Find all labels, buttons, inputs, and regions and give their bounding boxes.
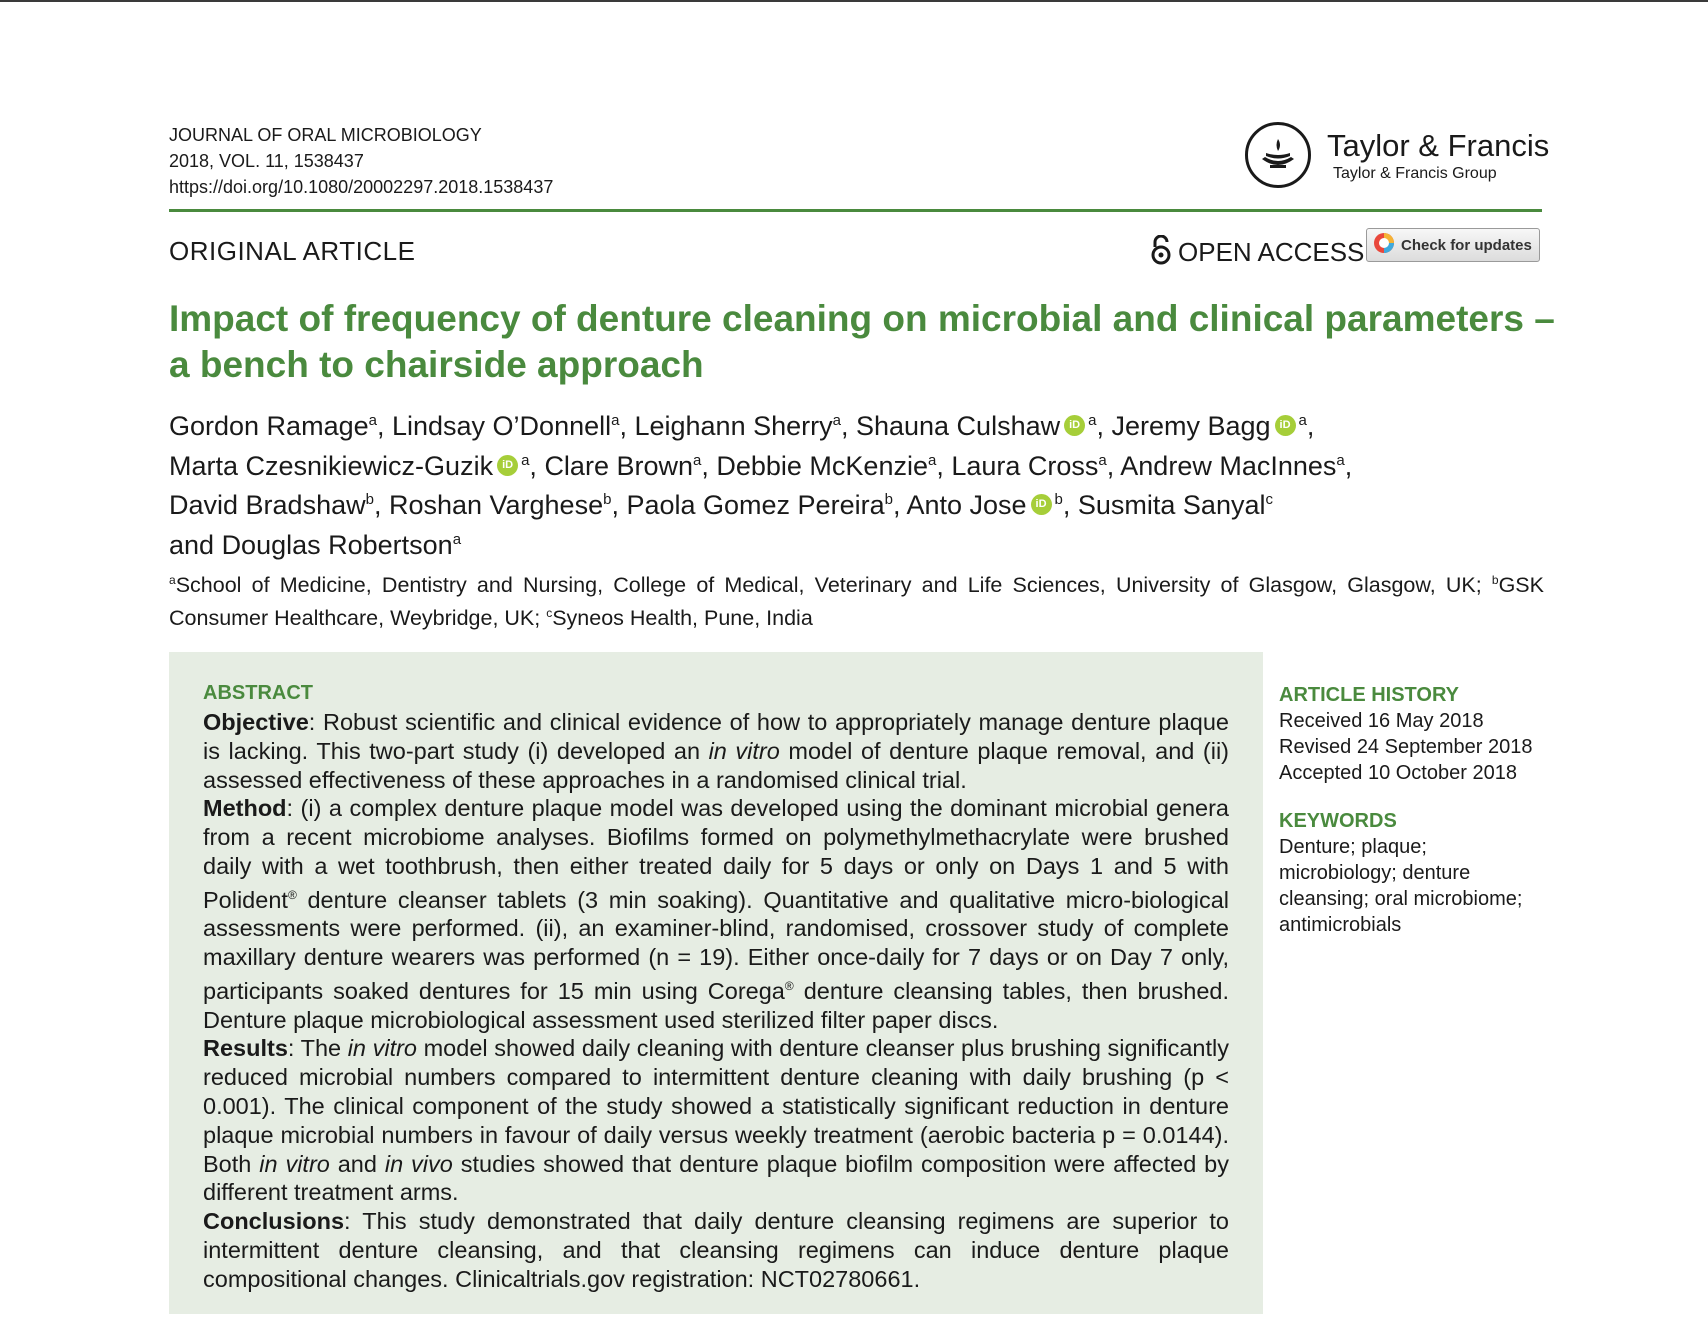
received-date: Received 16 May 2018	[1279, 710, 1484, 732]
header-divider	[169, 209, 1542, 212]
authors-and: and	[169, 529, 222, 560]
objective-label: Objective	[203, 709, 309, 735]
check-for-updates-button[interactable]	[1366, 228, 1540, 262]
check-for-updates-label: Check for updates	[1401, 236, 1532, 254]
keywords	[1279, 808, 1544, 938]
author-name[interactable]: Clare Brown	[544, 450, 693, 481]
author-affiliation-mark: a	[1098, 451, 1107, 469]
lamp-icon	[1245, 122, 1311, 188]
keywords-list: Denture; plaque; microbiology; denture cleansing; oral microbiome; antimicrobials	[1279, 836, 1523, 936]
article-history	[1279, 682, 1549, 786]
journal-info	[169, 122, 553, 200]
article-type: ORIGINAL ARTICLE	[169, 236, 416, 266]
open-access-label: OPEN ACCESS	[1178, 236, 1365, 267]
registered-mark: ®	[287, 887, 297, 902]
author-affiliation-mark: a	[611, 412, 620, 429]
affiliation-text: School of Medicine, Dentistry and Nursing, College of Medical, Veterinary and Life Sciences, University of Glasgow, Glasgow, UK;	[175, 573, 1482, 598]
journal-name: JOURNAL OF ORAL MICROBIOLOGY	[169, 125, 482, 145]
author-affiliation-mark: a	[368, 412, 377, 429]
results-label: Results	[203, 1035, 288, 1062]
results-text: : The	[287, 1035, 348, 1062]
author-affiliation-mark: a	[1298, 412, 1307, 429]
author-name[interactable]: Debbie McKenzie	[716, 450, 928, 481]
open-lock-icon	[1150, 235, 1172, 270]
author-name[interactable]: Gordon Ramage	[169, 411, 369, 441]
affiliation-text: GSK Consumer Healthcare, Weybridge, UK;	[169, 573, 1544, 631]
article-title: Impact of frequency of denture cleaning on microbial and clinical parameters – a bench to chairside approach	[169, 298, 1555, 385]
publisher-name: Taylor & Francis	[1327, 128, 1550, 163]
registered-mark: ®	[784, 979, 794, 993]
author-affiliation-mark: a	[521, 451, 530, 469]
author-affiliation-mark: a	[452, 530, 462, 548]
orcid-icon[interactable]: iD	[1031, 494, 1052, 515]
open-access-badge	[1150, 234, 1364, 270]
author-name[interactable]: David Bradshaw	[169, 490, 366, 520]
abstract-method	[203, 794, 1229, 1034]
author-affiliation-mark: a	[693, 451, 702, 469]
objective-italic: in vitro	[708, 737, 780, 764]
publisher-group: Taylor & Francis Group	[1333, 165, 1497, 182]
abstract-results	[203, 1034, 1229, 1207]
abstract-heading: ABSTRACT	[203, 682, 313, 704]
affiliation-mark: a	[169, 573, 176, 587]
author-name[interactable]: Leighann Sherry	[634, 411, 833, 441]
accepted-date: Accepted 10 October 2018	[1279, 762, 1517, 784]
author-name[interactable]: Laura Cross	[951, 450, 1099, 481]
method-text-3: denture cleansing tables, then brushed. Denture plaque microbiological assessment used sterilized filter paper discs.	[203, 977, 1229, 1033]
affiliation-mark: c	[546, 606, 553, 621]
author-name[interactable]: Susmita Sanyal	[1077, 490, 1266, 520]
objective-text: : Robust scientific and clinical evidence of how to appropriately manage denture plaque is lacking. This two-part study (i) developed an	[203, 709, 1229, 764]
conclusions-text: : This study demonstrated that daily denture cleansing regimens are superior to intermittent denture cleansing, and that cleansing regimens can induce denture plaque compositional changes. Clinicaltrials.gov registration: NCT02780661.	[203, 1208, 1229, 1292]
author-affiliation-mark: a	[832, 412, 841, 429]
author-affiliation-mark: b	[603, 491, 612, 508]
affiliation-mark: b	[1491, 573, 1499, 587]
publisher-logo[interactable]	[1245, 120, 1550, 200]
orcid-icon[interactable]: iD	[497, 455, 518, 476]
author-name[interactable]: Roshan Varghese	[388, 490, 604, 520]
author-name[interactable]: Anto Jose	[906, 490, 1027, 520]
author-name[interactable]: Andrew MacInnes	[1120, 450, 1337, 481]
objective-text-2: model of denture plaque removal, and (ii) assessed effectiveness of these approaches in a randomised clinical trial.	[203, 737, 1229, 793]
author-name[interactable]: Paola Gomez Pereira	[626, 490, 885, 520]
keywords-heading: KEYWORDS	[1279, 810, 1397, 832]
author-list: Gordon Ramage$^a$, Lindsay O’Donnell$^a$, Leighann Sherry$^a$, Shauna Culshaw iD $^a$, Jeremy Bagg iD $^a$, Marta Czesnikiewicz-Guzik iD $^a$, Clare Brown$^a$, Debbie McKenzie$^a$, Laura Cross$^a$, Andrew MacInnes$^a$, David Bradshaw$^b$, Roshan Varghese$^b$, Paola Gomez Pereira$^b$, Anto Jose iD $^b$, Susmita Sanyal$^c$ and Douglas Robertson$^a$	[169, 411, 1353, 560]
top-border	[0, 0, 1708, 2]
author-affiliation-mark: b	[1054, 491, 1063, 508]
results-text-4: studies showed that denture plaque biofilm composition were affected by different treatment arms.	[203, 1150, 1229, 1206]
results-text-3: and	[329, 1150, 385, 1177]
results-italic-3: in vivo	[384, 1150, 453, 1177]
author-name[interactable]: Shauna Culshaw	[855, 411, 1061, 441]
author-affiliation-mark: b	[884, 491, 893, 508]
method-text-2: denture cleanser tablets (3 min soaking). Quantitative and qualitative micro-biological assessments were performed. (ii), an examiner-blind, randomised, crossover study of complete maxillary denture wearers was performed (n = 19). Either once-daily for 7 days or on Day 7 only, participants soaked dentures for 15 min using Corega	[203, 886, 1229, 1004]
abstract-conclusions	[203, 1207, 1229, 1293]
author-name[interactable]: Jeremy Bagg	[1111, 411, 1271, 441]
affiliations	[169, 566, 1544, 632]
affiliation-text: Syneos Health, Pune, India	[552, 606, 813, 631]
journal-doi[interactable]: https://doi.org/10.1080/20002297.2018.1538437	[169, 177, 554, 197]
author-affiliation-mark: a	[1088, 412, 1097, 429]
abstract-body	[203, 708, 1229, 1294]
article-history-heading: ARTICLE HISTORY	[1279, 684, 1460, 706]
author-name[interactable]: Marta Czesnikiewicz-Guzik	[169, 450, 494, 481]
author-affiliation-mark: a	[1336, 451, 1345, 469]
method-text: : (i) a complex denture plaque model was developed using the dominant microbial genera from a recent microbiome analyses. Biofilms formed on polymethylmethacrylate were brushed daily with a wet toothbrush, then either treated daily for 5 days or only on Days 1 and 5 with Polident	[203, 795, 1229, 913]
results-italic-2: in vitro	[259, 1150, 330, 1177]
results-text-2: model showed daily cleaning with denture cleanser plus brushing significantly reduced microbial numbers compared to intermittent denture cleaning with daily brushing (p < 0.001). The clinical component of the study showed a statistically significant reduction in denture plaque microbial numbers in favour of daily versus weekly treatment (aerobic bacteria p = 0.0144). Both	[203, 1035, 1229, 1177]
orcid-icon[interactable]: iD	[1064, 415, 1085, 436]
author-affiliation-mark: a	[927, 451, 937, 469]
revised-date: Revised 24 September 2018	[1279, 736, 1533, 758]
abstract-objective	[203, 708, 1229, 794]
conclusions-label: Conclusions	[203, 1208, 345, 1235]
author-affiliation-mark: c	[1265, 491, 1273, 508]
author-name[interactable]: Douglas Robertson	[221, 529, 453, 560]
abstract-box	[169, 652, 1263, 1314]
journal-volume: 2018, VOL. 11, 1538437	[169, 151, 364, 171]
orcid-icon[interactable]: iD	[1275, 415, 1296, 436]
author-name[interactable]: Lindsay O’Donnell	[391, 411, 612, 441]
results-italic: in vitro	[347, 1035, 417, 1062]
method-label: Method	[203, 795, 287, 822]
crossmark-icon	[1373, 232, 1395, 259]
author-affiliation-mark: b	[365, 491, 374, 508]
